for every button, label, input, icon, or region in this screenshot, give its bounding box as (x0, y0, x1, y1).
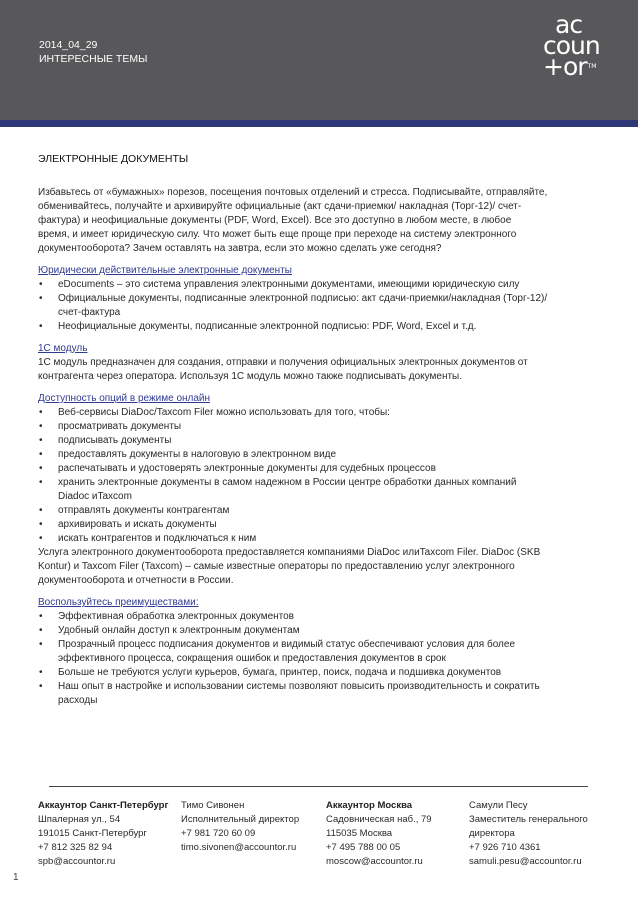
online-section (38, 392, 600, 588)
list-item (38, 406, 600, 420)
list-item-line: • архивировать и искать документы (58, 519, 217, 530)
footer-line: директора (469, 828, 515, 839)
list-item (38, 680, 600, 708)
list-item-line: • Удобный онлайн доступ к электронным документам (58, 625, 300, 636)
legal-heading: Юридически действительные электронные документы (38, 265, 292, 276)
footer-email: samuli.pesu@accountor.ru (469, 856, 582, 867)
benefits-section (38, 596, 600, 708)
list-item (38, 434, 600, 448)
footer-line: 191015 Санкт-Петербург (38, 828, 147, 839)
onec-line: контрагента через оператора. Используя 1С модуль можно также подписывать документы. (38, 371, 463, 382)
list-item (38, 462, 600, 476)
footer-email: spb@accountor.ru (38, 856, 116, 867)
footer-line: Заместитель генерального (469, 814, 588, 825)
document-body (38, 152, 600, 716)
online-note-line: Kontur) и Taxcom Filer (Taxcom) – самые известные операторы по предоставлению услуг электронного (38, 561, 515, 572)
header-band (0, 0, 638, 120)
list-item-line: • Прозрачный процесс подписания документов и видимый статус обеспечивают условия для более (58, 639, 516, 650)
footer-line: Садовническая наб., 79 (326, 814, 432, 825)
footer-phone: +7 981 720 60 09 (181, 828, 256, 839)
list-item-line: • просматривать документы (58, 421, 182, 432)
header-topic: ИНТЕРЕСНЫЕ ТЕМЫ (39, 53, 148, 65)
benefits-list (38, 610, 600, 708)
footer-email: moscow@accountor.ru (326, 856, 423, 867)
list-item (38, 320, 600, 334)
list-item (38, 532, 600, 546)
footer-phone: +7 812 325 82 94 (38, 842, 113, 853)
list-item-line: • Больше не требуются услуги курьеров, бумага, принтер, поиск, подача и подшивка документов (58, 667, 502, 678)
list-item-line: • eDocuments – это система управления электронными документами, имеющими юридическую силу (58, 279, 520, 290)
logo-line-1: ac (555, 10, 583, 39)
intro-line: время, и имеет юридическую силу. Что может быть еще проще при переходе на систему электронного (38, 229, 517, 240)
list-item-line: • Официальные документы, подписанные электронной подписью: акт сдачи-приемки/накладная (Торг-12)/ (58, 293, 548, 304)
footer-phone: +7 926 710 4361 (469, 842, 541, 853)
list-item (38, 448, 600, 462)
footer-person-name: Тимо Сивонен (181, 800, 245, 811)
online-note-line: Услуга электронного документооборота предоставляется компаниями DiaDoc илиTaxcom Filer. DiaDoc (SKB (38, 547, 541, 558)
list-item-line: • Наш опыт в настройке и использовании системы позволяют повысить производительность и сократить (58, 681, 540, 692)
intro-line: документооборота? Зачем оставлять на завтра, если это можно сделать уже сегодня? (38, 243, 442, 254)
footer-msk-office (326, 799, 432, 869)
list-item-line: Diadoc иTaxcom (58, 491, 132, 502)
logo-line-2: coun (543, 31, 600, 60)
list-item-line: • хранить электронные документы в самом надежном в России центре обработки данных компаний (58, 477, 517, 488)
page-number: 1 (13, 872, 19, 883)
list-item-line: • предоставлять документы в налоговую в электронном виде (58, 449, 337, 460)
footer-line: Исполнительный директор (181, 814, 300, 825)
footer-phone: +7 495 788 00 05 (326, 842, 401, 853)
list-item (38, 624, 600, 638)
list-item-line: • Веб-сервисы DiaDoc/Taxcom Filer можно использовать для того, чтобы: (58, 407, 390, 418)
trademark-mark: TM (587, 63, 597, 70)
list-item (38, 610, 600, 624)
list-item (38, 292, 600, 320)
footer-office-name: Аккаунтор Москва (326, 800, 413, 811)
legal-section (38, 264, 600, 334)
onec-section (38, 342, 600, 384)
logo-line-3: +or (543, 52, 587, 81)
online-list (38, 406, 600, 546)
footer-divider (49, 786, 588, 787)
accountor-logo (543, 10, 623, 81)
intro-line: фактура) и неофициальные документы (PDF, Word, Excel). Все это доступно в любом месте, в любое (38, 215, 512, 226)
list-item (38, 504, 600, 518)
accent-stripe (0, 120, 638, 127)
footer-spb-office (38, 799, 168, 869)
footer-email: timo.sivonen@accountor.ru (181, 842, 297, 853)
intro-line: Избавьтесь от «бумажных» порезов, посещения почтовых отделений и стресса. Подписывайте, отправляйте, (38, 187, 548, 198)
list-item-line: • Неофициальные документы, подписанные электронной подписью: PDF, Word, Excel и т.д. (58, 321, 477, 332)
footer-office-name: Аккаунтор Санкт-Петербург (38, 800, 169, 811)
footer-spb-contact (181, 799, 299, 855)
document-title: ЭЛЕКТРОННЫЕ ДОКУМЕНТЫ (38, 153, 189, 165)
list-item (38, 638, 600, 666)
list-item-line: • искать контрагентов и подключаться к ним (58, 533, 257, 544)
list-item (38, 278, 600, 292)
list-item (38, 420, 600, 434)
intro-line: обменивайтесь, получайте и архивируйте официальные (акт сдачи-приемки/ накладная (Торг-12)/ счет- (38, 201, 522, 212)
benefits-heading: Воспользуйтесь преимуществами: (38, 597, 199, 608)
list-item-line: расходы (58, 695, 98, 706)
list-item-line: счет-фактура (58, 307, 121, 318)
footer-msk-contact (469, 799, 588, 869)
list-item (38, 666, 600, 680)
list-item-line: • отправлять документы контрагентам (58, 505, 230, 516)
list-item (38, 518, 600, 532)
list-item (38, 476, 600, 504)
list-item-line: • Эффективная обработка электронных документов (58, 611, 294, 622)
footer-line: Шпалерная ул., 54 (38, 814, 121, 825)
footer-person-name: Самули Песу (469, 800, 528, 811)
footer-line: 115035 Москва (326, 828, 393, 839)
list-item-line: • распечатывать и удостоверять электронные документы для судебных процессов (58, 463, 436, 474)
legal-list (38, 278, 600, 334)
onec-line: 1С модуль предназначен для создания, отправки и получения официальных электронных документов от (38, 357, 528, 368)
intro-paragraph (38, 186, 600, 256)
online-heading: Доступность опций в режиме онлайн (38, 393, 211, 404)
list-item-line: • подписывать документы (58, 435, 172, 446)
onec-heading: 1С модуль (38, 343, 88, 354)
list-item-line: эффективного процесса, сокращения ошибок и предоставления документов в срок (58, 653, 446, 664)
online-note-line: документооборота и отчетности в России. (38, 575, 234, 586)
header-date: 2014_04_29 (39, 39, 98, 51)
